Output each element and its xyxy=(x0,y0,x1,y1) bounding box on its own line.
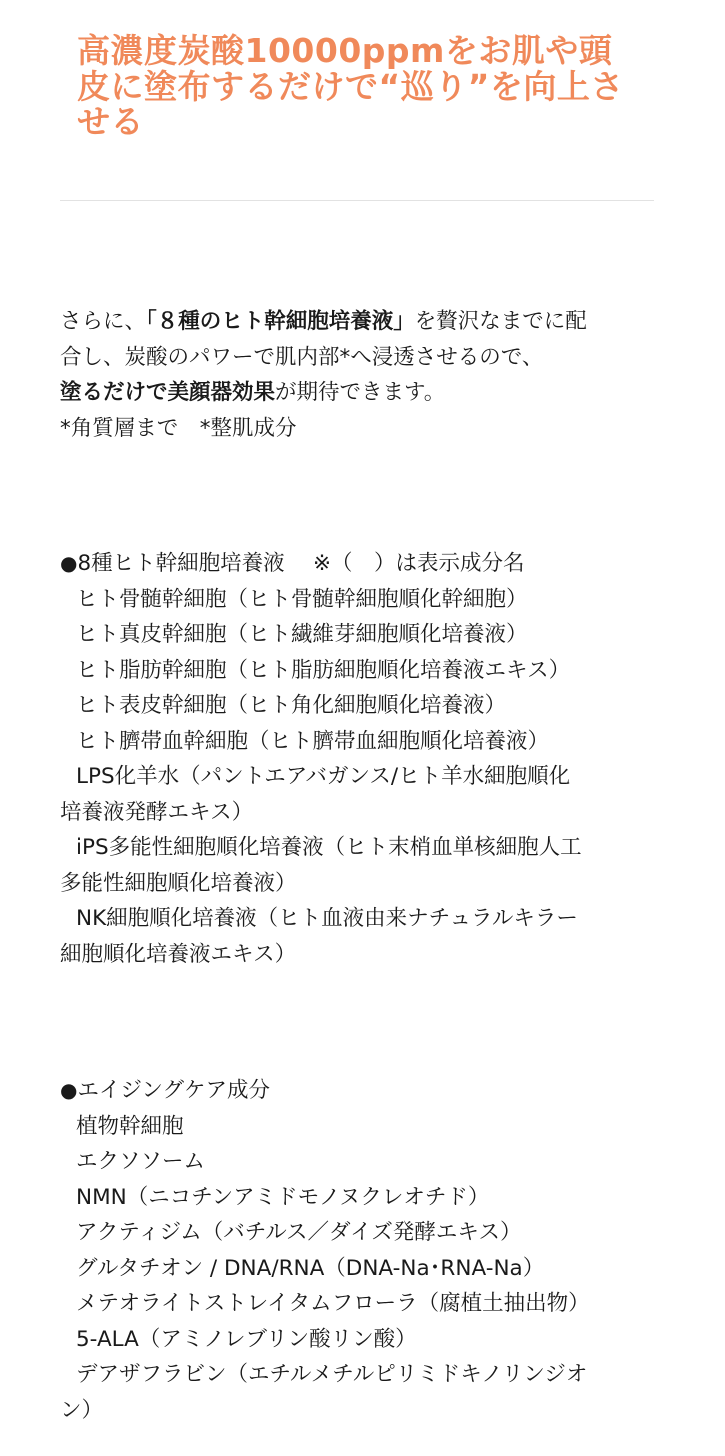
stem-cell-heading-text: 8種ヒト幹細胞培養液 ※（ ）は表示成分名 xyxy=(77,551,525,576)
bullet-icon: ● xyxy=(60,1078,78,1102)
intro-line-1-suffix: を贅沢なまでに配 xyxy=(414,309,587,334)
aging-care-heading xyxy=(60,1073,660,1109)
list-item: デアザフラビン（エチルメチルピリミドキノリンジオ xyxy=(76,1362,588,1387)
intro-line-3 xyxy=(60,375,660,411)
bullet-icon: ● xyxy=(60,551,78,575)
list-item: iPS多能性細胞順化培養液（ヒト末梢血単核細胞人工 xyxy=(76,835,582,860)
intro-highlight-stem-cells: 「８種のヒト幹細胞培養液」 xyxy=(146,309,415,334)
list-item: NK細胞順化培養液（ヒト血液由来ナチュラルキラー xyxy=(76,906,578,931)
list-item: エクソソーム xyxy=(76,1149,206,1174)
intro-paragraph xyxy=(60,304,660,446)
stem-cell-list xyxy=(60,546,660,972)
list-item: グルタチオン / DNA/RNA（DNA-Na･RNA-Na） xyxy=(76,1255,545,1281)
intro-line-3-suffix: が期待できます。 xyxy=(275,380,446,405)
headline-line-3: せる xyxy=(77,102,144,141)
list-item: 5-ALA（アミノレブリン酸リン酸） xyxy=(76,1326,417,1352)
list-item-continuation: 多能性細胞順化培養液） xyxy=(60,870,297,896)
intro-highlight-effect: 塗るだけで美顔器効果 xyxy=(60,380,276,405)
list-item-continuation: 細胞順化培養液エキス） xyxy=(60,941,297,967)
list-item: ヒト脂肪幹細胞（ヒト脂肪細胞順化培養液エキス） xyxy=(76,657,571,683)
list-item: ヒト表皮幹細胞（ヒト角化細胞順化培養液） xyxy=(76,693,507,718)
aging-care-list xyxy=(60,1073,660,1428)
intro-footnote: *角質層まで *整肌成分 xyxy=(60,415,297,441)
list-item: LPS化羊水（パントエアバガンス/ヒト羊水細胞順化 xyxy=(76,764,571,789)
list-item-continuation: ン） xyxy=(60,1397,104,1423)
aging-care-heading-text: エイジングケア成分 xyxy=(77,1078,270,1103)
section-divider xyxy=(60,200,654,201)
list-item: メテオライトストレイタムフローラ（腐植土抽出物） xyxy=(76,1291,590,1316)
list-item: アクティジム（バチルス／ダイズ発酵エキス） xyxy=(76,1220,522,1245)
intro-line-1 xyxy=(60,304,660,340)
list-item: ヒト臍帯血幹細胞（ヒト臍帯血細胞順化培養液） xyxy=(76,728,550,754)
headline-line-2: 皮に塗布するだけで“巡り”を向上さ xyxy=(77,66,624,106)
intro-line-1-prefix: さらに、 xyxy=(60,309,147,334)
headline xyxy=(77,24,667,141)
stem-cell-heading xyxy=(60,546,660,582)
list-item: ヒト骨髄幹細胞（ヒト骨髄幹細胞順化幹細胞） xyxy=(76,586,528,612)
list-item: ヒト真皮幹細胞（ヒト繊維芽細胞順化培養液） xyxy=(76,622,528,647)
list-item: NMN（ニコチンアミドモノヌクレオチド） xyxy=(76,1184,490,1210)
list-item: 植物幹細胞 xyxy=(76,1113,184,1139)
list-item-continuation: 培養液発酵エキス） xyxy=(60,799,254,825)
headline-line-1: 高濃度炭酸10000ppmをお肌や頭 xyxy=(77,31,613,70)
intro-line-2: 合し、炭酸のパワーで肌内部*へ浸透させるので、 xyxy=(60,344,544,370)
